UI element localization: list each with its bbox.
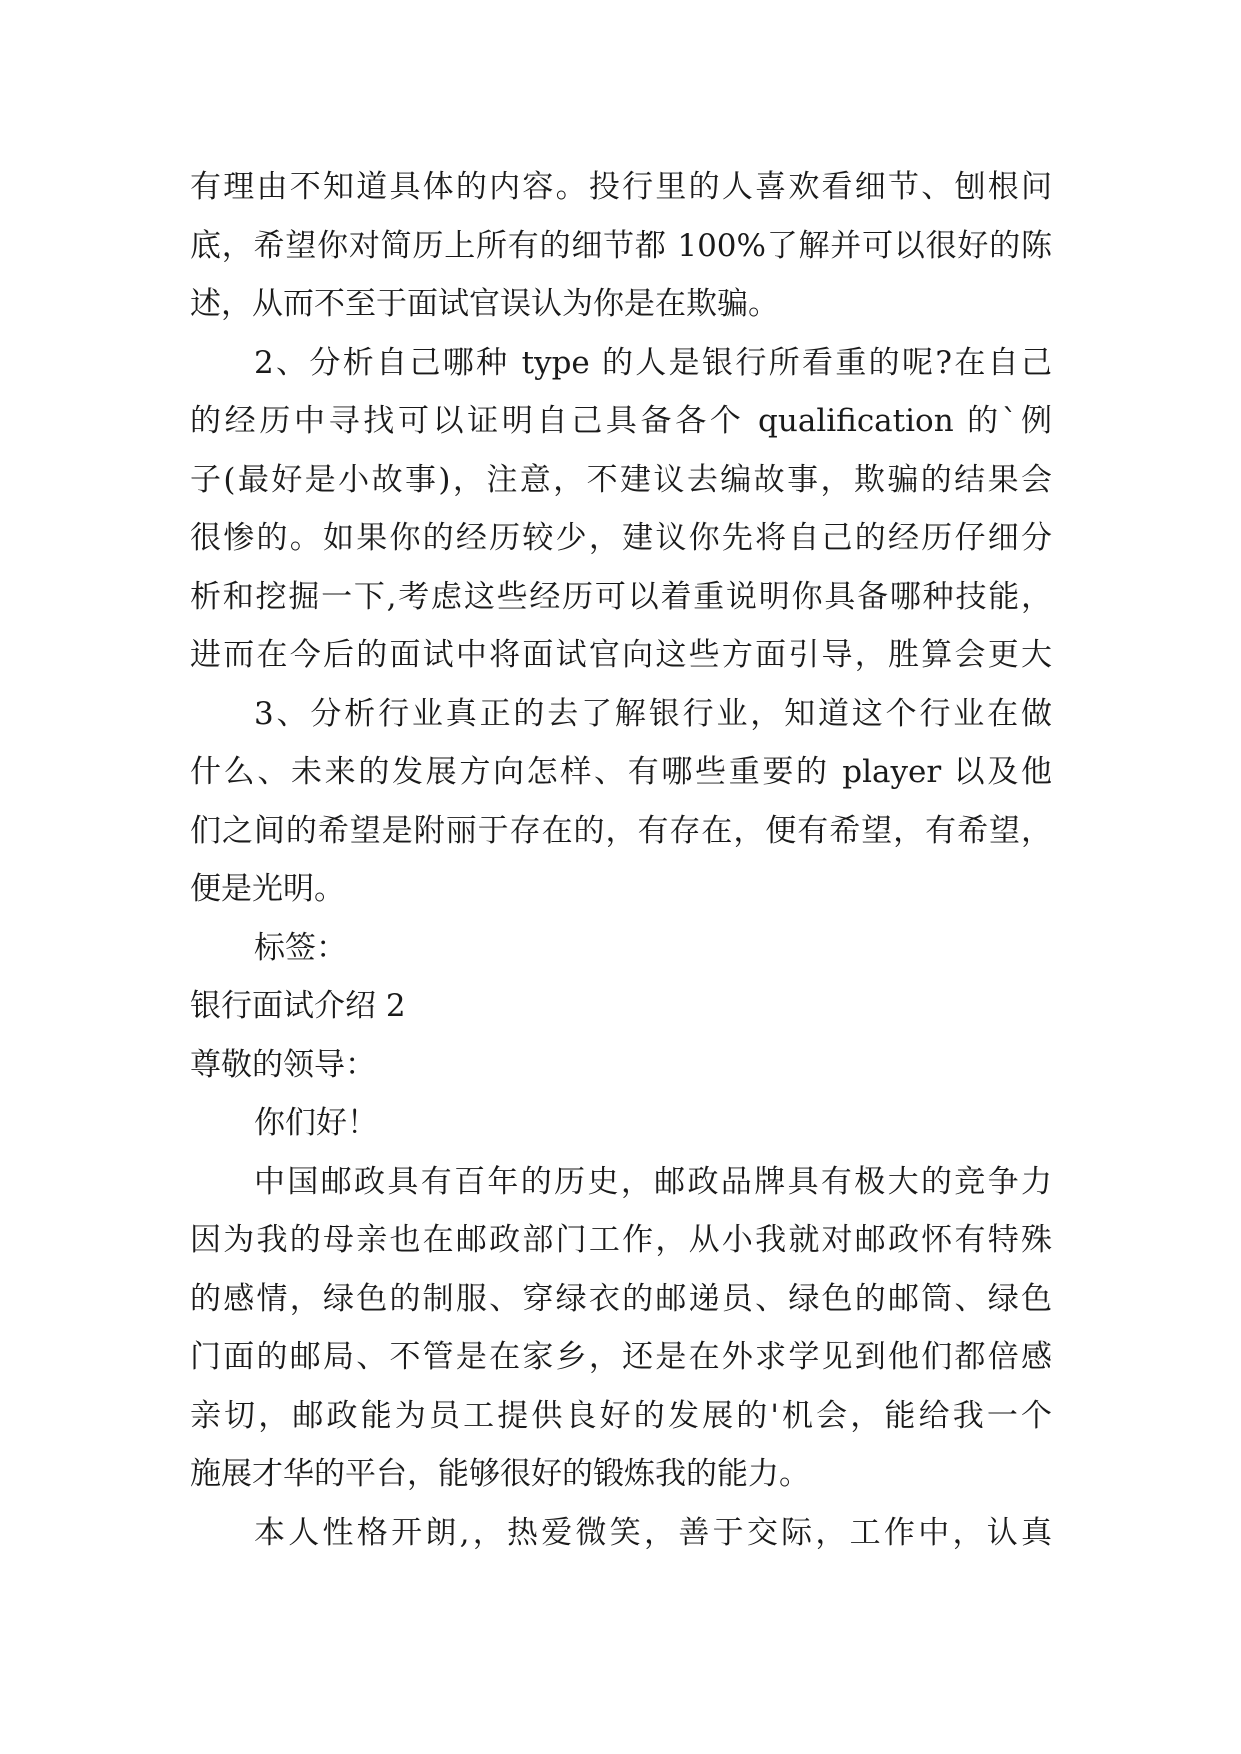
text-line: 底，希望你对简历上所有的细节都 100%了解并可以很好的陈 [190,227,1052,264]
text-line: 很惨的。如果你的经历较少，建议你先将自己的经历仔细分 [190,520,1052,556]
text-line: 子(最好是小故事)，注意，不建议去编故事，欺骗的结果会 [190,461,1052,498]
text-line: 述，从而不至于面试官误认为你是在欺骗。 [190,286,779,322]
text-line: 们之间的希望是附丽于存在的，有存在，便有希望，有希望， [190,812,1052,849]
text-line: 析和挖掘一下,考虑这些经历可以着重说明你具备哪种技能， [190,578,1052,615]
text-line: 有理由不知道具体的内容。投行里的人喜欢看细节、刨根问 [190,169,1052,205]
text-line: 银行面试介绍 2 [190,988,406,1024]
text-line: 本人性格开朗,，热爱微笑，善于交际，工作中，认真 [254,1514,1052,1551]
text-line: 便是光明。 [190,871,345,907]
text-line: 因为我的母亲也在邮政部门工作，从小我就对邮政怀有特殊 [190,1222,1052,1258]
text-line: 标签： [254,929,347,966]
text-line: 什么、未来的发展方向怎样、有哪些重要的 player 以及他 [190,754,1052,790]
text-line: 施展才华的平台，能够很好的锻炼我的能力。 [190,1456,810,1492]
text-line: 进而在今后的面试中将面试官向这些方面引导，胜算会更大 [190,637,1052,673]
text-line: 中国邮政具有百年的历史，邮政品牌具有极大的竞争力 [254,1163,1052,1200]
text-line: 3、分析行业真正的去了解银行业，知道这个行业在做 [254,695,1052,732]
text-line: 的感情，绿色的制服、穿绿衣的邮递员、绿色的邮筒、绿色 [190,1280,1052,1317]
text-line: 亲切，邮政能为员工提供良好的发展的'机会，能给我一个 [190,1397,1052,1434]
text-line: 门面的邮局、不管是在家乡，还是在外求学见到他们都倍感 [190,1339,1052,1375]
text-line: 尊敬的领导： [190,1046,376,1083]
document-body [190,158,1052,1562]
text-line: 2、分析自己哪种 type 的人是银行所看重的呢?在自己 [254,344,1052,381]
text-line: 你们好！ [254,1105,378,1141]
text-line: 的经历中寻找可以证明自己具备各个 qualification 的`例 [190,403,1052,439]
